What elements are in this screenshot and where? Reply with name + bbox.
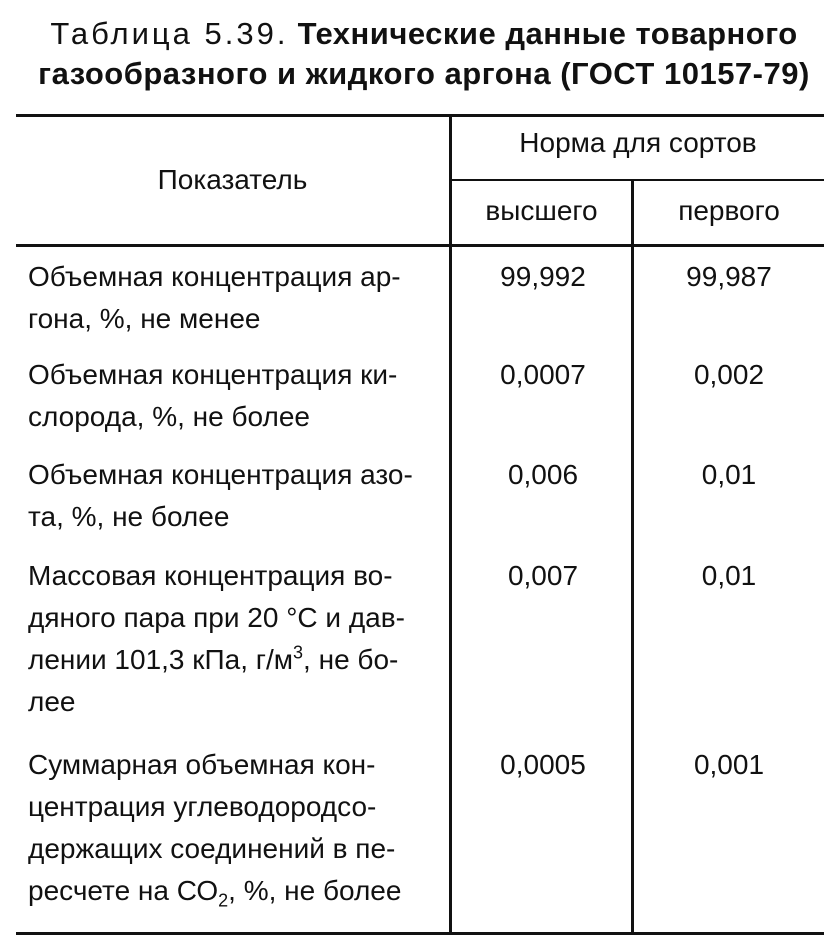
- row-label-line: Объемная концентрация ки-: [28, 359, 398, 390]
- value-highest: 0,0005: [500, 749, 586, 780]
- value-highest: 0,007: [507, 560, 579, 591]
- row-label-line: Массовая концентрация во-: [28, 560, 393, 591]
- row-label-fragment: , не бо-: [303, 644, 399, 675]
- row-label-line: держащих соединений в пе-: [28, 833, 396, 864]
- row-label-line: Объемная концентрация азо-: [28, 459, 413, 490]
- row-label-line: та, %, не более: [28, 501, 230, 532]
- table-bottom-rule: [16, 932, 824, 935]
- value-highest: 0,0007: [500, 359, 586, 390]
- row-label-line: гона, %, не менее: [28, 303, 261, 334]
- row-label-line: центрация углеводородсо-: [28, 791, 377, 822]
- table-row-label: [28, 354, 440, 438]
- header-bottom-rule: [16, 244, 824, 247]
- table-caption: [24, 14, 824, 94]
- table-row-label: [28, 744, 440, 912]
- header-grade-first: первого: [678, 195, 780, 226]
- row-label-line: лее: [28, 686, 76, 717]
- row-label-fragment: , %, не более: [228, 875, 402, 906]
- caption-line-1: [24, 14, 824, 54]
- row-label-line: дяного пара при 20 °С и дав-: [28, 602, 405, 633]
- superscript-exponent: 3: [293, 642, 304, 663]
- row-label-fragment: ресчете на СО: [28, 875, 219, 906]
- row-label-fragment: лении 101,3 кПа, г/м: [28, 644, 294, 675]
- table-row-label: [28, 555, 440, 723]
- row-label-line: Объемная концентрация ар-: [28, 261, 401, 292]
- header-norm-group: Норма для сортов: [519, 127, 757, 158]
- table-row-label: [28, 256, 440, 340]
- caption-title-part-2: газообразного и жидкого аргона (ГОСТ 10157-79): [38, 56, 810, 91]
- row-label-line: [28, 870, 440, 912]
- value-first: 99,987: [686, 261, 772, 292]
- header-grade-highest: высшего: [485, 195, 598, 226]
- row-label-line: слорода, %, не более: [28, 401, 310, 432]
- body-vertical-divider-1: [449, 246, 452, 933]
- value-highest: 0,006: [507, 459, 579, 490]
- body-vertical-divider-2: [631, 246, 634, 933]
- caption-title-part-1: Технические данные товарного: [297, 16, 798, 51]
- value-first: 0,001: [693, 749, 765, 780]
- row-label-line: [28, 639, 440, 681]
- header-group-rule: [449, 179, 824, 181]
- header-indicator: Показатель: [157, 164, 308, 195]
- row-label-line: Суммарная объемная кон-: [28, 749, 376, 780]
- caption-label: Таблица 5.39.: [50, 16, 289, 51]
- value-highest: 99,992: [500, 261, 586, 292]
- value-first: 0,002: [693, 359, 765, 390]
- table-top-rule: [16, 114, 824, 117]
- value-first: 0,01: [701, 560, 757, 591]
- value-first: 0,01: [701, 459, 757, 490]
- subscript-index: 2: [218, 890, 229, 911]
- table-row-label: [28, 454, 440, 538]
